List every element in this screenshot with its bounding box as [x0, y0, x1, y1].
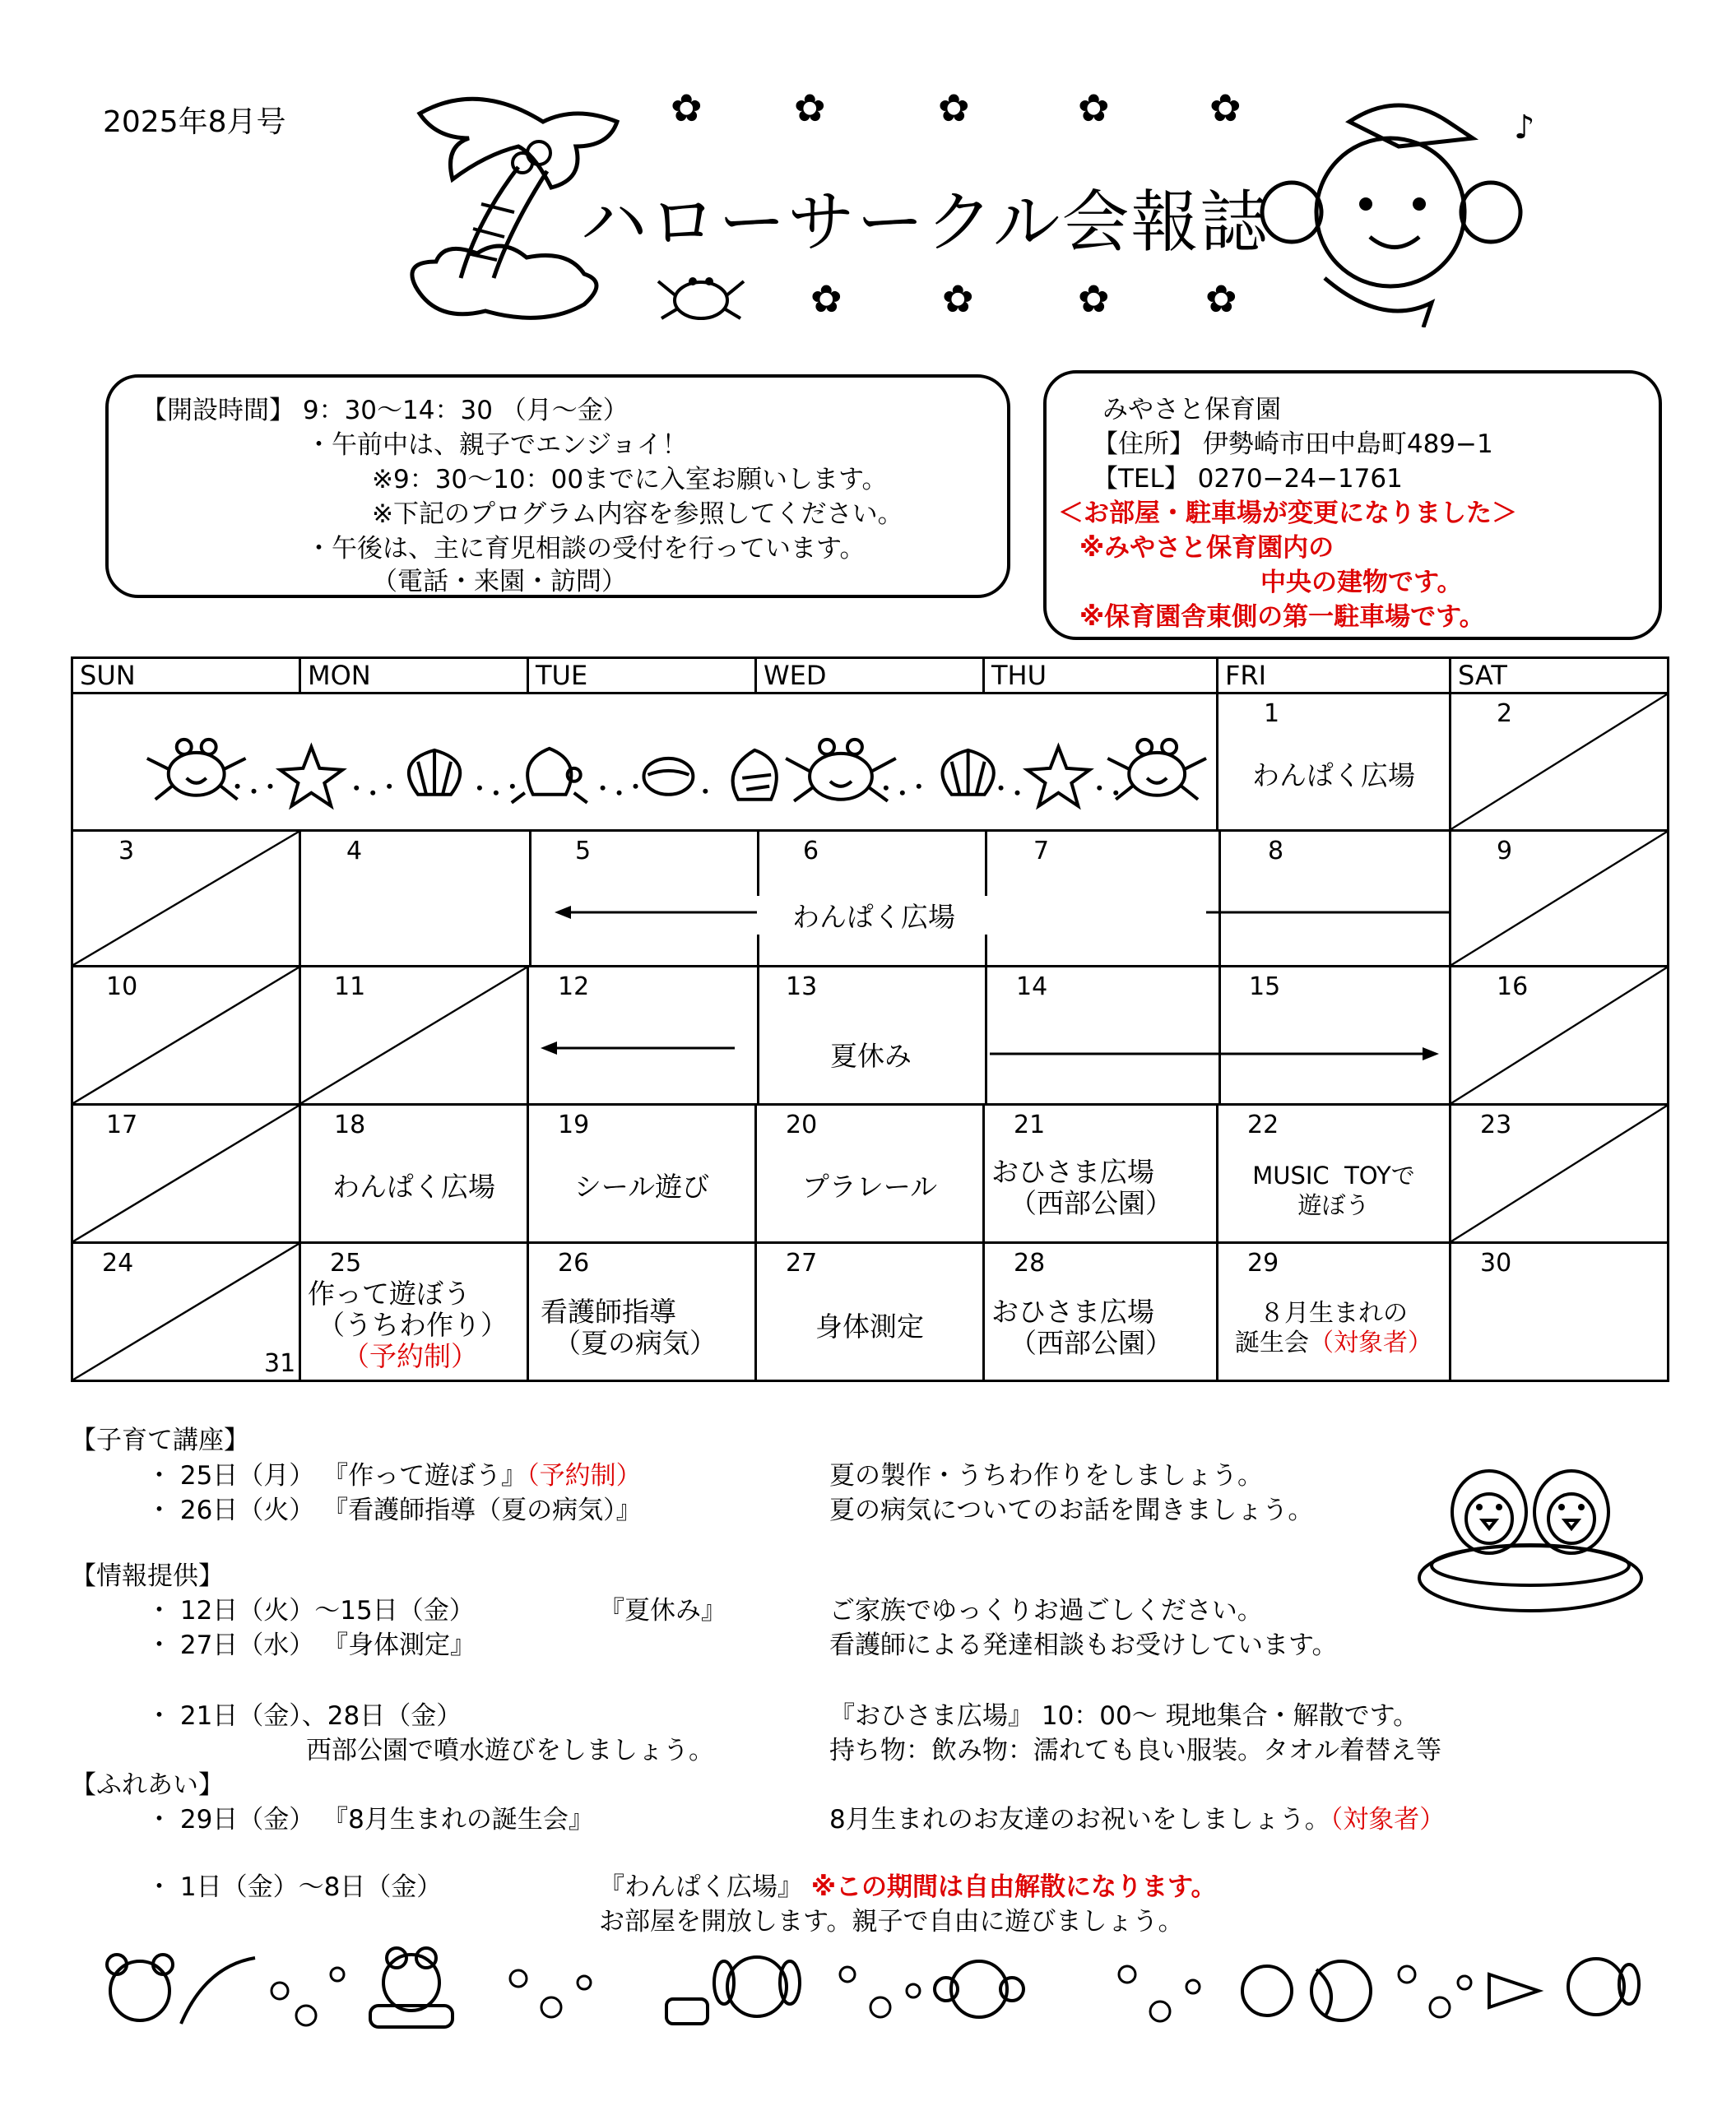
date-number: 12: [558, 972, 590, 1001]
event-label: シール遊び: [573, 1170, 710, 1203]
date-number: 31: [264, 1348, 296, 1378]
date-number: 4: [346, 836, 363, 865]
nursery-tel: 【TEL】 0270−24−1761: [1093, 464, 1403, 494]
calendar-week-row: [72, 830, 1669, 966]
flower-icon: ✿: [1078, 86, 1110, 130]
bottom-decoration: [91, 1941, 1654, 2040]
event-sublabel: （夏の病気）: [554, 1326, 717, 1359]
joho-row-name: 『夏休み』: [599, 1596, 726, 1626]
day-header-wed: WED: [756, 658, 984, 693]
dog-watering-icon: [666, 1957, 800, 2024]
page-title: ハローサークル会報誌: [580, 183, 1270, 262]
issue-label: 2025年8月号: [103, 105, 286, 139]
kosodate-row-desc: 夏の病気についてのお話を聞きましょう。: [829, 1496, 1314, 1525]
calendar-cell: [1218, 693, 1451, 831]
hours-morning: ・午前中は、親子でエンジョイ！: [306, 430, 688, 460]
date-number: 1: [1264, 699, 1280, 729]
calendar-cell: [984, 1242, 1218, 1380]
date-number: 29: [1247, 1248, 1279, 1278]
event-sublabel: 遊ぼう: [1297, 1190, 1370, 1219]
calendar-week-row: [72, 1242, 1669, 1380]
nursery-notice-parking: ※保育園舎東側の第一駐車場です。: [1079, 602, 1485, 632]
reservation-note: （予約制）: [527, 1461, 642, 1491]
nursery-notice-building: ※みやさと保育園内の: [1079, 533, 1334, 563]
flower-icon: ✿: [1209, 86, 1242, 130]
crab-icon: [147, 740, 246, 800]
frog-icon: [370, 1948, 453, 2027]
kosodate-row-desc: 夏の製作・うちわ作りをしましょう。: [829, 1461, 1263, 1491]
joho-row-date: ・ 21日（金）、28日（金）: [146, 1701, 462, 1731]
date-number: 6: [803, 836, 819, 865]
section-title-kosodate: 【子育て講座】: [71, 1426, 249, 1455]
date-number: 5: [575, 836, 592, 865]
reservation-note: （予約制）: [342, 1339, 478, 1372]
nursery-box: [1043, 370, 1662, 640]
hours-afternoon: ・午後は、主に育児相談の受付を行っています。: [306, 534, 866, 564]
hours-note-entry: ※9：30〜10：00までに入室お願いします。: [372, 465, 888, 494]
date-number: 10: [106, 972, 138, 1001]
date-number: 15: [1249, 972, 1281, 1001]
date-number: 25: [330, 1248, 362, 1278]
date-number: 28: [1014, 1248, 1046, 1278]
hose-icon: [181, 1958, 255, 2024]
event-label: ８月生まれの: [1260, 1298, 1408, 1328]
event-span-cell: [300, 830, 1451, 966]
event-sublabel: （西部公園）: [1010, 1186, 1172, 1219]
calendar-cell: [1218, 1104, 1451, 1242]
calendar-week-row: [72, 1104, 1669, 1242]
event-label: おひさま広場: [991, 1295, 1154, 1328]
bunny-ball-icon: [1242, 1961, 1371, 2020]
shell-icon: [942, 750, 993, 795]
calendar-week-row: [72, 966, 1669, 1104]
date-number: 22: [1247, 1110, 1279, 1139]
flower-icon: ✿: [1078, 276, 1110, 321]
calendar-cell-closed: [1451, 966, 1669, 1104]
flower-icon: ✿: [938, 86, 970, 130]
day-header-tue: TUE: [528, 658, 756, 693]
date-number: 16: [1497, 972, 1529, 1001]
nursery-address: 【住所】 伊勢崎市田中島町489−1: [1093, 429, 1493, 459]
date-number: 14: [1016, 972, 1048, 1001]
date-number: 23: [1480, 1110, 1512, 1139]
nursery-notice: ＜お部屋・駐車場が変更になりました＞: [1058, 499, 1517, 528]
date-number: 20: [786, 1110, 818, 1139]
event-arrow: [529, 967, 1451, 1106]
decoration-cell: [72, 693, 1218, 831]
event-label: 夏休み: [830, 1039, 912, 1072]
nursery-name: みやさと保育園: [1102, 395, 1281, 424]
crab-icon: [652, 263, 750, 329]
fureai-row-date: ・ 29日（金） 『8月生まれの誕生会』: [146, 1805, 594, 1835]
calendar-cell-closed: [300, 966, 528, 1104]
calendar-header-row: [72, 658, 1669, 693]
calendar-cell: [756, 1242, 984, 1380]
calendar-cell: [984, 1104, 1218, 1242]
calendar-cell-closed: [72, 830, 300, 966]
date-number: 11: [334, 972, 366, 1001]
starfish-icon: [280, 747, 342, 806]
date-number: 27: [786, 1248, 818, 1278]
event-label: わんぱく広場: [757, 896, 991, 935]
day-header-fri: FRI: [1218, 658, 1451, 693]
event-sublabel: （うちわ作り）: [318, 1308, 508, 1341]
svg-text:♪: ♪: [1514, 109, 1535, 146]
crab-icon: [1107, 740, 1206, 800]
fureai-row-name: 『わんぱく広場』 ※この期間は自由解散になります。: [599, 1872, 1217, 1902]
joho-row-desc: 『おひさま広場』 10：00〜 現地集合・解散です。: [829, 1701, 1419, 1731]
calendar-cell: [756, 1104, 984, 1242]
flower-icon: ✿: [942, 276, 974, 321]
event-label: わんぱく広場: [332, 1170, 495, 1203]
event-label: MUSIC TOYで: [1252, 1161, 1415, 1190]
sea-creatures-decoration: [73, 694, 1216, 829]
hours-box: [105, 374, 1010, 598]
date-number: 26: [558, 1248, 590, 1278]
dog-icon: [1489, 1959, 1639, 2015]
joho-row-date: ・ 12日（火）〜15日（金）: [146, 1596, 475, 1626]
clam-icon: [644, 758, 694, 795]
calendar-cell: [1451, 1242, 1669, 1380]
date-number: 8: [1268, 836, 1284, 865]
joho-row-desc: 看護師による発達相談もお受けしています。: [829, 1631, 1338, 1660]
bear-icon: [107, 1955, 173, 2020]
calendar-cell: [528, 1104, 756, 1242]
event-label: 身体測定: [815, 1310, 924, 1343]
date-number: 21: [1014, 1110, 1046, 1139]
day-header-sat: SAT: [1451, 658, 1669, 693]
day-header-sun: SUN: [72, 658, 300, 693]
date-number: 24: [102, 1248, 134, 1278]
date-number: 18: [334, 1110, 366, 1139]
calendar-cell: [1218, 1242, 1451, 1380]
target-note: （対象者）: [1330, 1805, 1446, 1835]
date-number: 2: [1497, 699, 1513, 729]
fureai-row-date: ・ 1日（金）〜8日（金）: [146, 1872, 443, 1902]
calendar-cell: [300, 1104, 528, 1242]
calendar-table: [71, 656, 1669, 1382]
hermit-crab-icon: [512, 749, 587, 803]
event-label: プラレール: [801, 1170, 938, 1203]
calendar-cell-closed: [72, 1104, 300, 1242]
nursery-notice-center: 中央の建物です。: [1260, 568, 1463, 597]
joho-row-desc: 持ち物：飲み物：濡れても良い服装。タオル着替え等: [829, 1736, 1441, 1765]
date-number: 13: [786, 972, 818, 1001]
penguins-pool-icon: [1407, 1454, 1654, 1619]
calendar-cell: [528, 1242, 756, 1380]
date-number: 19: [558, 1110, 590, 1139]
event-span-cell: [528, 966, 1451, 1104]
calendar-week-row: [72, 693, 1669, 831]
fureai-row-desc: お部屋を開放します。親子で自由に遊びましょう。: [599, 1907, 1184, 1937]
monkey-icon: [935, 1961, 1023, 2017]
calendar-cell-closed: [72, 966, 300, 1104]
event-label: 作って遊ぼう: [308, 1277, 471, 1310]
shell-icon: [409, 750, 460, 795]
calendar-cell-closed: [1451, 1104, 1669, 1242]
kosodate-row-date: ・ 26日（火） 『看護師指導（夏の病気）』: [146, 1496, 642, 1525]
date-number: 30: [1480, 1248, 1512, 1278]
conch-icon: [733, 750, 777, 800]
target-note: （対象者）: [1309, 1328, 1432, 1357]
event-label: おひさま広場: [991, 1155, 1154, 1188]
hours-time: 【開設時間】 9：30〜14：30 （月〜金）: [142, 396, 629, 425]
calendar-cell-closed: [72, 1242, 300, 1380]
event-sublabel: （西部公園）: [1010, 1326, 1172, 1359]
flower-icon: ✿: [810, 276, 842, 321]
joho-row-desc: ご家族でゆっくりお過ごしください。: [829, 1596, 1263, 1626]
crab-icon: [786, 740, 896, 801]
starfish-icon: [1027, 747, 1089, 806]
calendar-cell-closed: [1451, 693, 1669, 831]
event-label: 看護師指導: [541, 1295, 676, 1328]
flower-icon: ✿: [1205, 276, 1237, 321]
section-title-fureai: 【ふれあい】: [71, 1770, 224, 1800]
day-header-mon: MON: [300, 658, 528, 693]
joho-row-sub: 西部公園で噴水遊びをしましょう。: [306, 1736, 714, 1765]
flower-icon: ✿: [794, 86, 826, 130]
event-sublabel: 誕生会（対象者）: [1235, 1328, 1432, 1357]
hours-contact-methods: （電話・来園・訪問）: [372, 567, 627, 596]
free-dismissal-note: ※この期間は自由解散になります。: [810, 1872, 1217, 1902]
date-number: 3: [118, 836, 135, 865]
date-number: 17: [106, 1110, 138, 1139]
joho-row-date: ・ 27日（水） 『身体測定』: [146, 1631, 476, 1660]
calendar-cell-closed: [1451, 830, 1669, 966]
fureai-row-desc: 8月生まれのお友達のお祝いをしましょう。（対象者）: [829, 1805, 1446, 1835]
date-number: 7: [1033, 836, 1050, 865]
flower-icon: ✿: [671, 86, 703, 130]
hours-note-program: ※下記のプログラム内容を参照してください。: [372, 499, 903, 529]
section-title-joho: 【情報提供】: [71, 1561, 224, 1591]
event-label: わんぱく広場: [1252, 759, 1415, 792]
day-header-thu: THU: [984, 658, 1218, 693]
date-number: 9: [1497, 836, 1513, 865]
calendar-cell: [300, 1242, 528, 1380]
kosodate-row-date: ・ 25日（月） 『作って遊ぼう』（予約制）: [146, 1461, 642, 1491]
monkey-icon: [1234, 89, 1563, 327]
